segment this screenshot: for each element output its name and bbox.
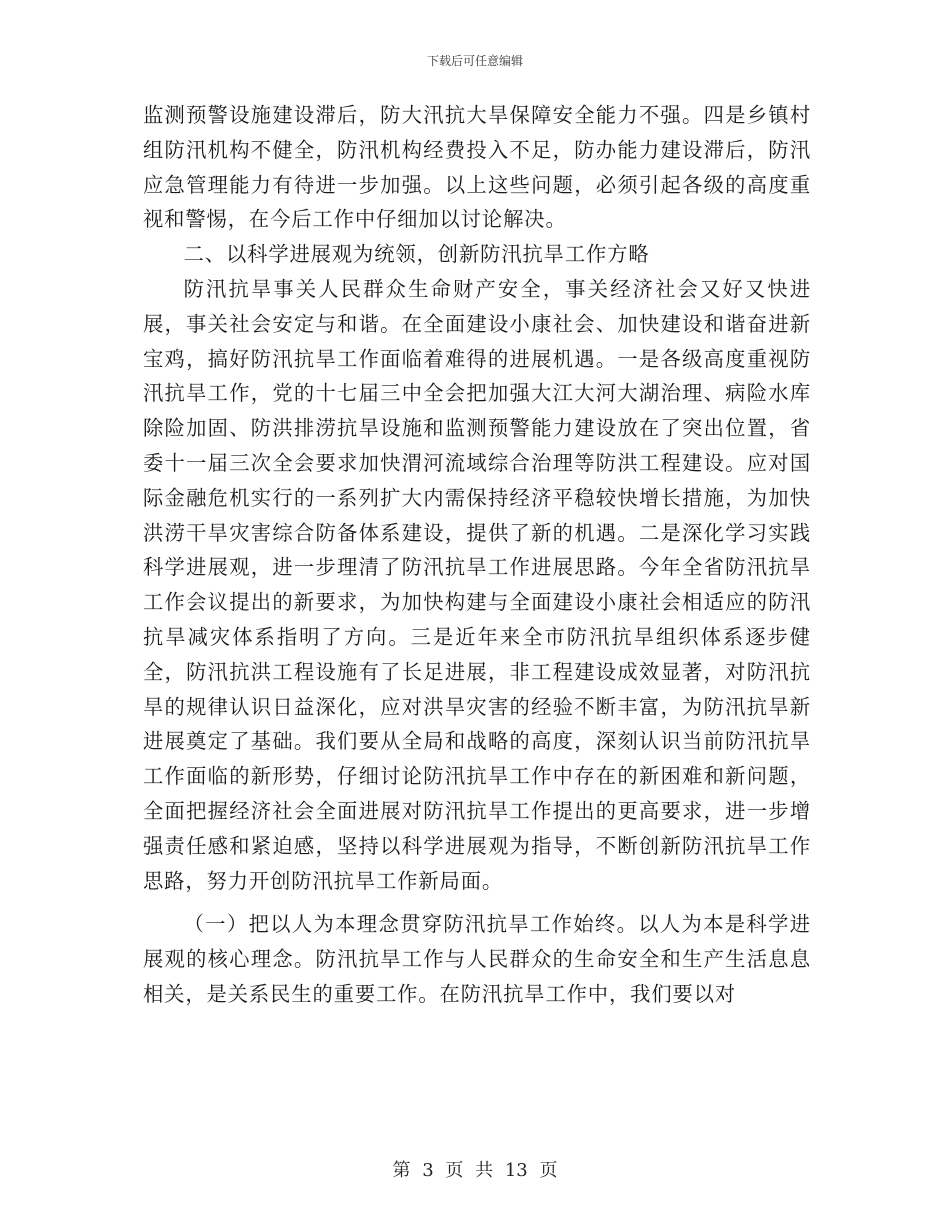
page-number-footer: 第 3 页 共 13 页 xyxy=(392,1160,558,1181)
section-heading: 二、以科学进展观为统领，创新防汛抗旱工作方略 xyxy=(183,242,650,267)
paragraph-3: （一）把以人为本理念贯穿防汛抗旱工作始终。以人为本是科学进展观的核心理念。防汛抗旱工作与人民群众的生命安全和生产生活息息相关，是关系民生的重要工作。在防汛抗旱工作中，我们要以对 xyxy=(143,912,811,1006)
document-body xyxy=(143,98,811,1012)
paragraph-2: 防汛抗旱事关人民群众生命财产安全，事关经济社会又好又快进展，事关社会安定与和谐。在全面建设小康社会、加快建设和谐奋进新宝鸡，搞好防汛抗旱工作面临着难得的进展机遇。一是各级高度重视防汛抗旱工作，党的十七届三中全会把加强大江大河大湖治理、病险水库除险加固、防洪排涝抗旱设施和监测预警能力建设放在了突出位置，省委十一届三次全会要求加快渭河流域综合治理等防洪工程建设。应对国际金融危机实行的一系列扩大内需保持经济平稳较快增长措施，为加快洪涝干旱灾害综合防备体系建设，提供了新的机遇。二是深化学习实践科学进展观，进一步理清了防汛抗旱工作进展思路。今年全省防汛抗旱工作会议提出的新要求，为加快构建与全面建设小康社会相适应的防汛抗旱减灾体系指明了方向。三是近年来全市防汛抗旱组织体系逐步健全，防汛抗洪工程设施有了长足进展，非工程建设成效显著，对防汛抗旱的规律认识日益深化，应对洪旱灾害的经验不断丰富，为防汛抗旱新进展奠定了基础。我们要从全局和战略的高度，深刻认识当前防汛抗旱工作面临的新形势，仔细讨论防汛抗旱工作中存在的新困难和新问题，全面把握经济社会全面进展对防汛抗旱工作提出的更高要求，进一步增强责任感和紧迫感，坚持以科学进展观为指导，不断创新防汛抗旱工作思路，努力开创防汛抗旱工作新局面。 xyxy=(143,276,811,893)
page-header-note: 下载后可任意编辑 xyxy=(426,54,523,68)
paragraph-1: 监测预警设施建设滞后，防大汛抗大旱保障安全能力不强。四是乡镇村组防汛机构不健全，防汛机构经费投入不足，防办能力建设滞后，防汛应急管理能力有待进一步加强。以上这些问题，必须引起各级的高度重视和警惕，在今后工作中仔细加以讨论解决。 xyxy=(143,103,811,232)
